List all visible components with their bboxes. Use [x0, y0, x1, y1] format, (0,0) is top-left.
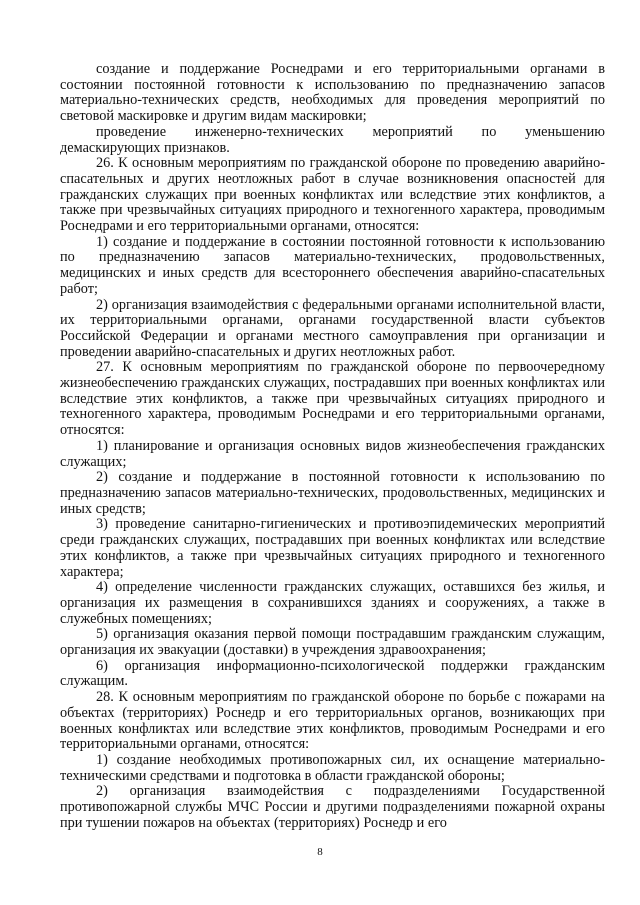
paragraph: 5) организация оказания первой помощи пострадавшим гражданским служащим, организация их эвакуации (доставки) в учреждения здравоохранения;: [60, 626, 605, 659]
paragraph: 2) организация взаимодействия с федеральными органами исполнительной власти, их территориальными органами, органами государственной власти субъектов Российской Федерации и органами местного самоуправления при организации и проведении аварийно-спасательных и других неотложных работ.: [60, 296, 605, 360]
paragraph: 3) проведение санитарно-гигиенических и противоэпидемических мероприятий среди гражданских служащих, пострадавших при военных конфликтах или вследствие этих конфликтов, а также при чрезвычайных ситуациях природного и техногенного характера;: [60, 516, 605, 580]
paragraph: 1) создание и поддержание в состоянии постоянной готовности к использованию по предназначению запасов материально-технических, продовольственных, медицинских и иных средств для всестороннего обеспечения аварийно-спасательных работ;: [60, 233, 605, 297]
paragraph: проведение инженерно-технических мероприятий по уменьшению демаскирующих признаков.: [60, 123, 605, 156]
paragraph: 26. К основным мероприятиям по гражданской обороне по проведению аварийно-спасательных и других неотложных работ в случае возникновения опасностей для гражданских служащих при военных конфликтах или вследствие этих конфликтов, а также при чрезвычайных ситуациях природного и техногенного характера, проводимым Роснедрами и его территориальными органами, относятся:: [60, 155, 605, 235]
paragraph: 2) создание и поддержание в постоянной готовности к использованию по предназначению запасов материально-технических, продовольственных, медицинских и иных средств;: [60, 469, 605, 517]
document-body: [60, 62, 605, 831]
paragraph: 1) планирование и организация основных видов жизнеобеспечения гражданских служащих;: [60, 437, 605, 470]
paragraph: создание и поддержание Роснедрами и его территориальными органами в состоянии постоянной готовности к использованию по предназначению запасов материально-технических средств, необходимых для проведения мероприятий по световой маскировке и другим видам маскировки;: [60, 61, 605, 125]
paragraph: 27. К основным мероприятиям по гражданской обороне по первоочередному жизнеобеспечению гражданских служащих, пострадавших при военных конфликтах или вследствие этих конфликтов, а также при чрезвычайных ситуациях природного и техногенного характера, проводимым Роснедрами и его территориальными органами, относятся:: [60, 359, 605, 439]
paragraph: 6) организация информационно-психологической поддержки гражданским служащим.: [60, 657, 605, 690]
paragraph: 1) создание необходимых противопожарных сил, их оснащение материально-техническими средствами и подготовка в области гражданской обороны;: [60, 751, 605, 784]
paragraph: 4) определение численности гражданских служащих, оставшихся без жилья, и организация их размещения в сохранившихся зданиях и сооружениях, а также в служебных помещениях;: [60, 579, 605, 627]
paragraph: 28. К основным мероприятиям по гражданской обороне по борьбе с пожарами на объектах (территориях) Роснедр и его территориальных органов, возникающих при военных конфликтах или вследствие этих конфликтов, проводимым Роснедрами и его территориальными органами, относятся:: [60, 689, 605, 753]
page-number: 8: [317, 846, 323, 858]
paragraph: 2) организация взаимодействия с подразделениями Государственной противопожарной службы МЧС России и другими подразделениями пожарной охраны при тушении пожаров на объектах (территориях) Роснедр и его: [60, 783, 605, 831]
